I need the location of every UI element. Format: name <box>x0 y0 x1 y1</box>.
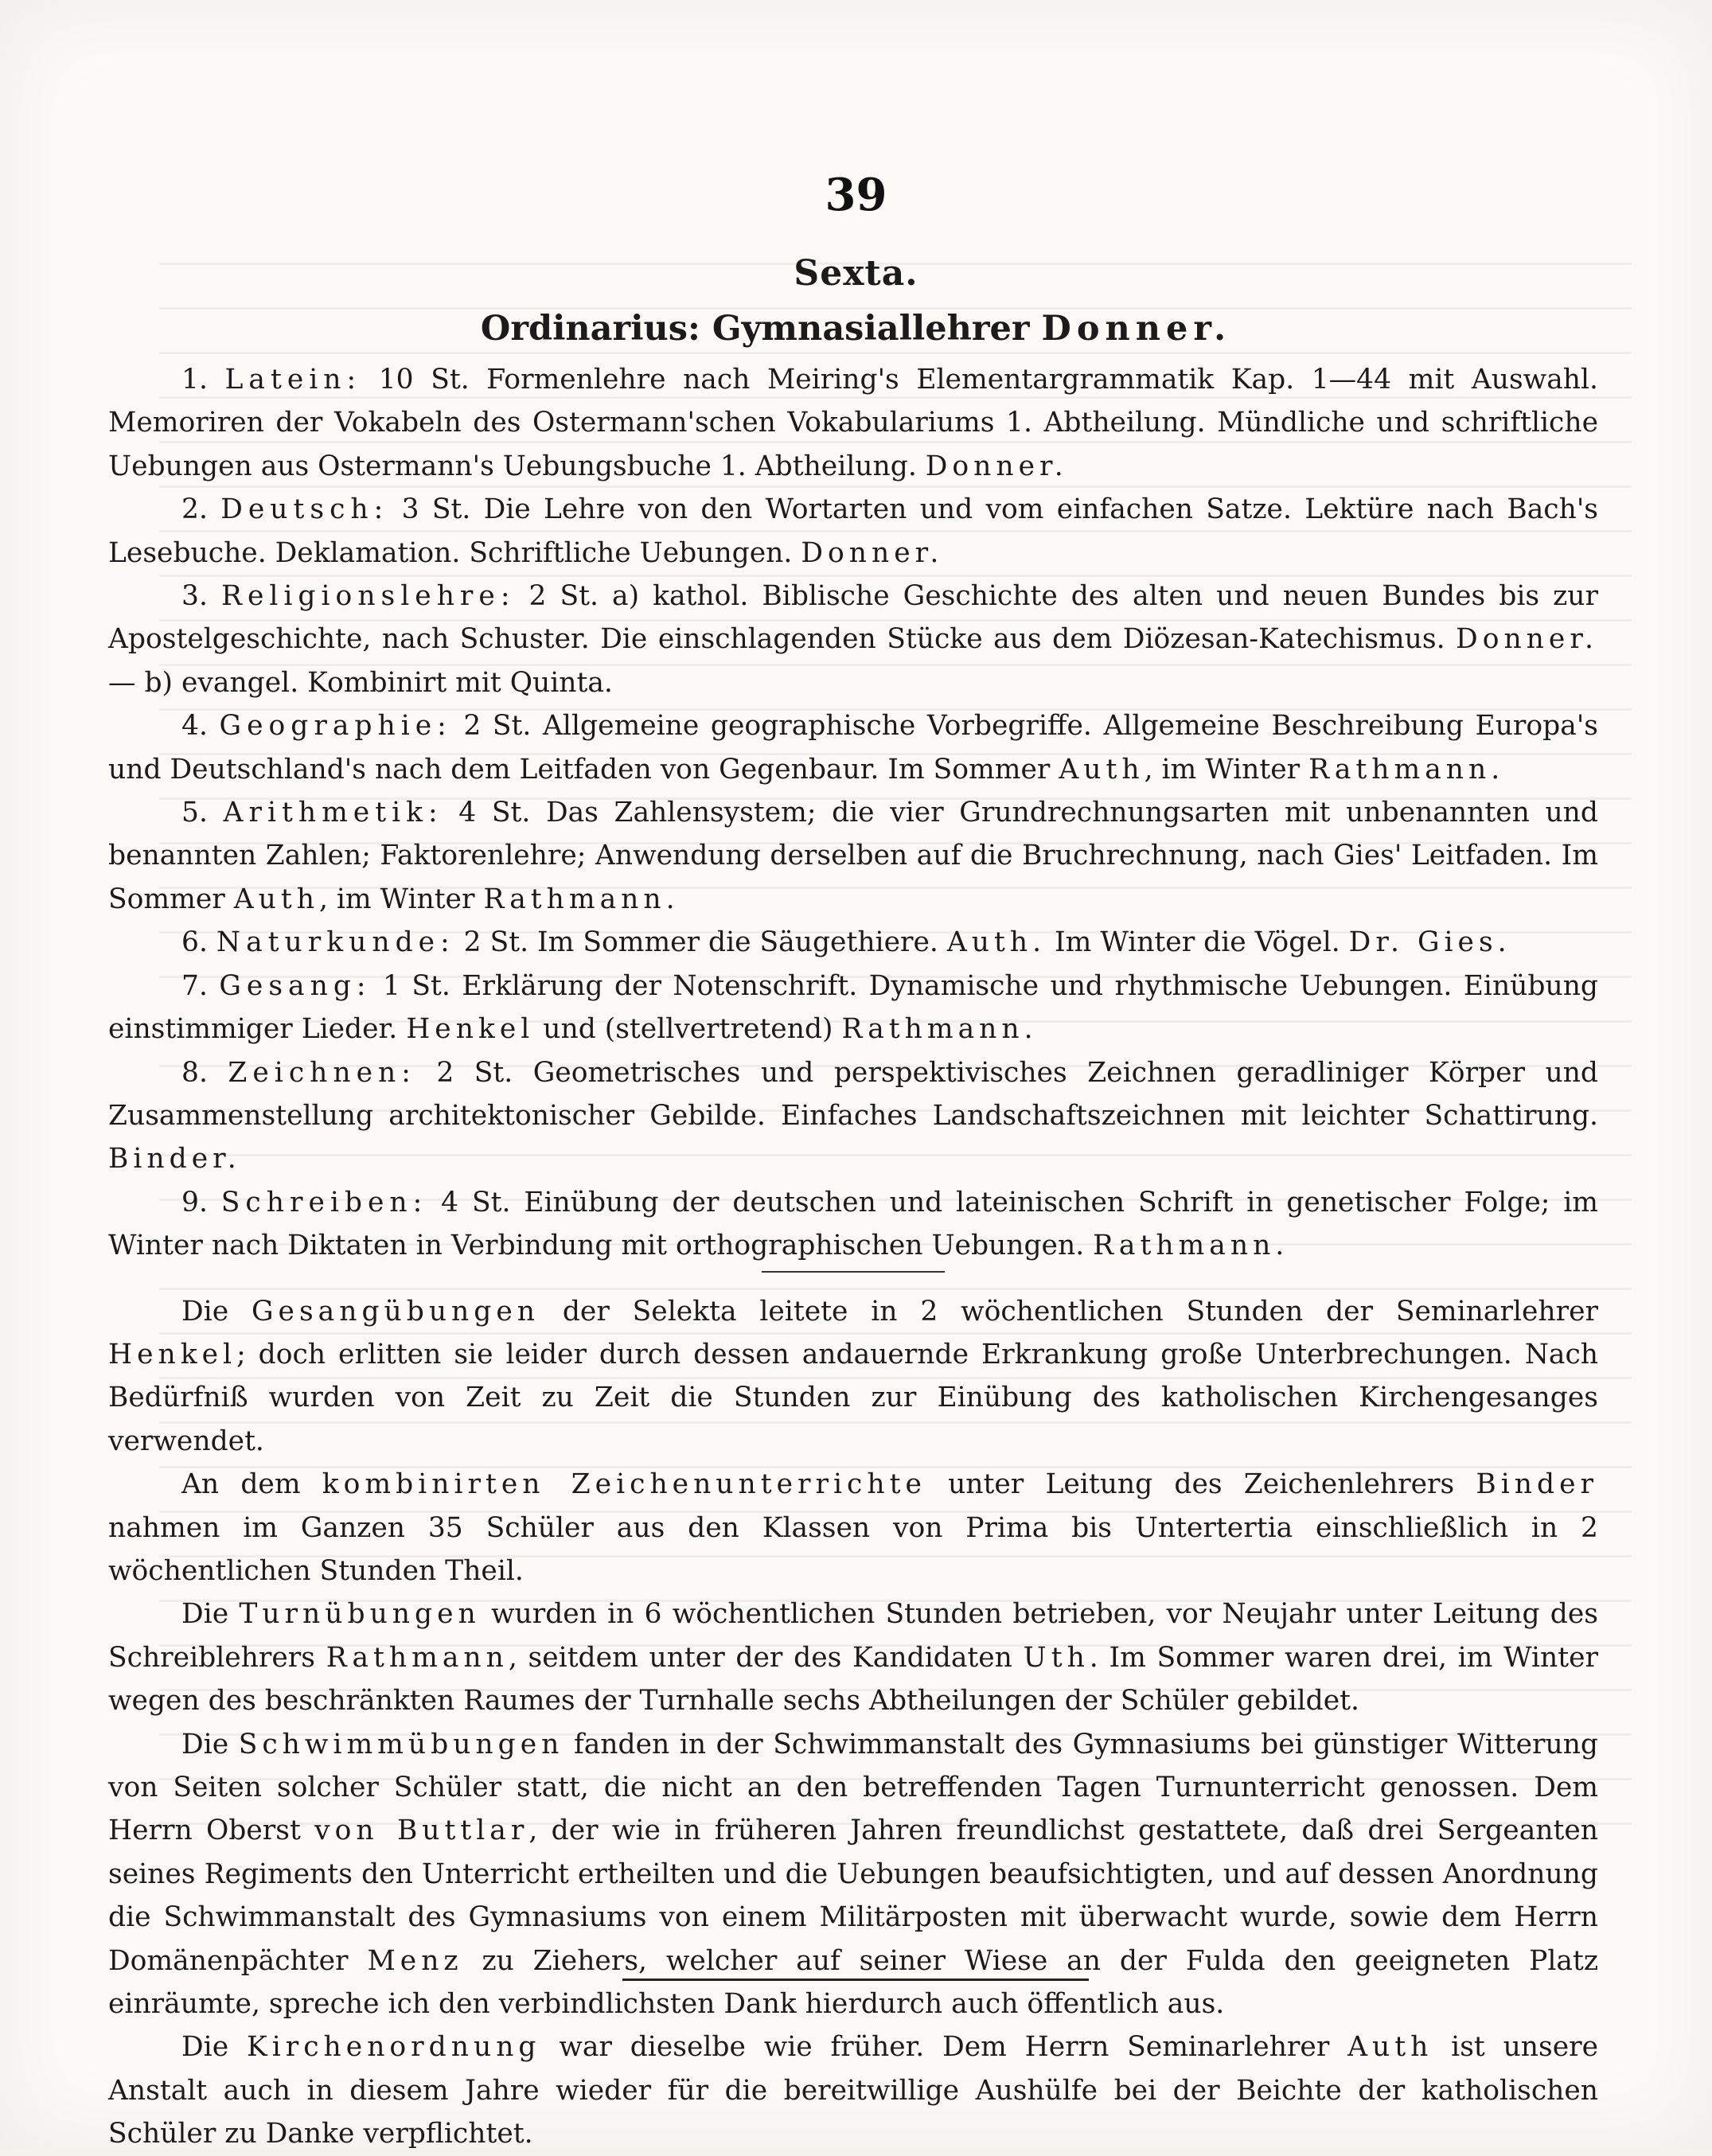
teacher-name-2: Rathmann. <box>1308 753 1505 786</box>
teacher-name-2: Uth <box>1023 1641 1090 1674</box>
person-name-2: Menz <box>367 1944 463 1977</box>
subject-text-continued: , im Winter <box>318 883 475 915</box>
teacher-name: Auth <box>233 883 319 915</box>
text: war dieselbe wie früher. Dem Herrn Seminarlehrer <box>559 2031 1330 2064</box>
subject-name: Latein: <box>224 364 362 396</box>
spaced-term: Schwimmübungen <box>238 1728 564 1760</box>
text: An dem <box>181 1468 301 1501</box>
text: zu Ziehers, welcher auf seiner Wiese an der Fulda den geeigneten Platz einräumte, spreche ich den verbindlichsten Dank hierdurch auch öffentlich aus. <box>108 1944 1599 2021</box>
subject-text: a) kathol. Biblische Geschichte des alten und neuen Bundes bis zur Apostelgeschichte, nach Schuster. Die einschlagenden Stücke aus dem Diözesan-Katechismus. <box>108 580 1599 656</box>
subject-name: Naturkunde: <box>216 926 455 959</box>
spaced-term: Gesangübungen <box>251 1295 540 1328</box>
teacher-name: Rathmann. <box>1093 1230 1289 1262</box>
ordinarius-label: Ordinarius: Gymnasiallehrer <box>480 309 1030 349</box>
page-number: 39 <box>825 169 887 221</box>
short-separator-rule <box>762 1271 945 1273</box>
teacher-name: Donner. <box>925 450 1068 482</box>
text: ; doch erlitten sie leider durch dessen andauernde Erkrankung große Unterbrechungen. Nach Bedürfniß wurden von Zeit zu Zeit die Stunden zur Einübung des katholischen Kirchengesanges verwendet. <box>108 1338 1598 1457</box>
subject-name: Gesang: <box>219 969 372 1002</box>
teacher-name: Binder <box>1476 1468 1598 1501</box>
teacher-name: Auth <box>1059 753 1145 786</box>
subject-text: Die Lehre von den Wortarten und vom einfachen Satze. Lektüre nach Bach's Lesebuche. Deklamation. Schriftliche Uebungen. <box>108 493 1599 569</box>
subject-number: 7. <box>181 969 208 1002</box>
subject-hours: 3 St. <box>401 493 471 526</box>
subject-name: Geographie: <box>219 710 452 743</box>
subject-number: 3. <box>181 580 208 613</box>
subject-text-continued: — b) evangel. Kombinirt mit Quinta. <box>108 666 613 699</box>
subject-name: Schreiben: <box>220 1186 428 1218</box>
subject-deutsch <box>108 488 1598 575</box>
subject-geographie <box>108 704 1598 791</box>
subject-name: Arithmetik: <box>223 797 443 829</box>
subject-hours: 10 St. <box>378 364 470 396</box>
subject-number: 2. <box>181 493 208 526</box>
teacher-name-2: Dr. Gies. <box>1348 926 1511 959</box>
teacher-name: Henkel <box>406 1013 535 1046</box>
closing-rule <box>622 1979 1089 1981</box>
subject-text: Formenlehre nach Meiring's Elementargrammatik Kap. 1—44 mit Auswahl. Memoriren der Vokabeln des Ostermann'schen Vokabulariums 1. Abtheilung. Mündliche und schriftliche Uebungen aus Ostermann's Uebungsbuche 1. Abtheilung. <box>108 364 1599 482</box>
text: . Im Sommer waren drei, im Winter wegen des beschränkten Raumes der Turnhalle sechs Abtheilungen der Schüler gebildet. <box>108 1641 1598 1717</box>
subject-arithmetik <box>108 791 1598 921</box>
subject-number: 1. <box>181 364 208 396</box>
subject-zeichnen <box>108 1051 1598 1181</box>
subject-hours: 2 St. <box>463 926 529 959</box>
subject-text-continued: Im Winter die Vögel. <box>1055 926 1340 959</box>
subject-number: 4. <box>181 710 208 743</box>
text: nahmen im Ganzen 35 Schüler aus den Klassen von Prima bis Untertertia einschließlich in 2 wöchentlichen Stunden Theil. <box>108 1511 1598 1587</box>
text: ist unsere Anstalt auch in diesem Jahre wieder für die bereitwillige Aushülfe bei der Beichte der katholischen Schüler zu Danke verpflichtet. <box>108 2031 1599 2150</box>
text: , der wie in früheren Jahren freundlichst gestattete, daß drei Sergeanten seines Regiments den Unterricht ertheilten und die Uebungen beaufsichtigten, und auf dessen Anordnung die Schwimmanstalt des Gymnasiums von einem Militärposten mit überwacht wurde, sowie dem Herrn Domänenpächter <box>108 1815 1599 1977</box>
paragraph-turnubungen <box>108 1593 1598 1722</box>
subject-naturkunde <box>108 921 1598 964</box>
paragraph-gesangubungen <box>108 1290 1598 1464</box>
subject-hours: 4 St. <box>441 1186 511 1218</box>
teacher-name: Binder. <box>108 1143 241 1175</box>
teacher-name: Donner. <box>801 536 944 569</box>
body-text <box>108 358 1598 2156</box>
subject-text: Das Zahlensystem; die vier Grundrechnungsarten mit unbenannten und benannten Zahlen; Faktorenlehre; Anwendung derselben auf die Bruchrechnung, nach Gies' Leitfaden. Im Sommer <box>108 797 1598 915</box>
text: wurden in 6 wöchentlichen Stunden betrieben, vor Neujahr unter Leitung des Schreiblehrers <box>108 1598 1599 1674</box>
text: der Selekta leitete in 2 wöchentlichen Stunden der Seminarlehrer <box>562 1295 1599 1328</box>
person-name: von Buttlar <box>314 1815 529 1847</box>
subject-hours: 2 St. <box>463 710 532 743</box>
subject-hours: 2 St. <box>528 580 599 613</box>
text: , seitdem unter der des Kandidaten <box>508 1641 1012 1674</box>
text: Die <box>181 1728 229 1760</box>
subject-schreiben <box>108 1181 1598 1268</box>
text: fanden in der Schwimmanstalt des Gymnasiums bei günstiger Witterung von Seiten solcher Schüler statt, die nicht an den betreffenden Tagen Turnunterricht genossen. Dem Herrn Oberst <box>108 1728 1599 1847</box>
subject-latein <box>108 358 1598 488</box>
teacher-name: Rathmann <box>326 1641 509 1674</box>
subject-text: Erklärung der Notenschrift. Dynamische und rhythmische Uebungen. Einübung einstimmiger Lieder. <box>108 969 1599 1046</box>
text: Die <box>181 1598 229 1631</box>
subject-text: Geometrisches und perspektivisches Zeichnen geradliniger Körper und Zusammenstellung architektonischer Gebilde. Einfaches Landschaftszeichnen mit leichter Schattirung. <box>108 1056 1599 1132</box>
text: Die <box>181 1295 229 1328</box>
teacher-name-2: Rathmann. <box>841 1013 1038 1046</box>
ordinarius-line <box>0 309 1712 349</box>
subject-name: Deutsch: <box>220 493 389 526</box>
subject-text-continued: , im Winter <box>1144 753 1301 786</box>
spaced-term: Kirchenordnung <box>246 2031 541 2064</box>
subject-text: Allgemeine geographische Vorbegriffe. Allgemeine Beschreibung Europa's und Deutschland's nach dem Leitfaden von Gegenbaur. Im Sommer <box>108 710 1599 786</box>
paragraph-kirchenordnung <box>108 2025 1598 2155</box>
subject-religion <box>108 575 1598 704</box>
ordinarius-name: Donner. <box>1041 309 1232 349</box>
subject-number: 6. <box>181 926 208 959</box>
subject-gesang <box>108 965 1598 1051</box>
subject-name: Zeichnen: <box>228 1056 416 1089</box>
teacher-name: Henkel <box>108 1338 237 1370</box>
teacher-name: Donner. <box>1456 623 1598 656</box>
teacher-name: Auth. <box>946 926 1047 959</box>
subject-text: Einübung der deutschen und lateinischen Schrift in genetischer Folge; im Winter nach Diktaten in Verbindung mit orthographischen Uebungen. <box>108 1186 1598 1262</box>
subject-hours: 2 St. <box>436 1056 513 1089</box>
spaced-term: kombinirten Zeichenunterrichte <box>322 1468 926 1501</box>
subject-name: Religionslehre: <box>220 580 516 613</box>
subject-text-continued: und (stellvertretend) <box>543 1013 833 1046</box>
spaced-term: Turnübungen <box>239 1598 481 1631</box>
subject-number: 9. <box>181 1186 208 1218</box>
subject-number: 8. <box>181 1056 208 1089</box>
subject-text: Im Sommer die Säugethiere. <box>537 926 938 959</box>
paragraph-zeichenunterricht <box>108 1463 1598 1593</box>
class-title: Sexta. <box>794 253 918 294</box>
subject-hours: 4 St. <box>458 797 531 829</box>
subject-hours: 1 St. <box>383 969 450 1002</box>
teacher-name-2: Rathmann. <box>483 883 680 915</box>
text: Die <box>181 2031 229 2064</box>
text: unter Leitung des Zeichenlehrers <box>948 1468 1455 1501</box>
subject-number: 5. <box>181 797 208 829</box>
teacher-name: Auth <box>1347 2031 1433 2064</box>
